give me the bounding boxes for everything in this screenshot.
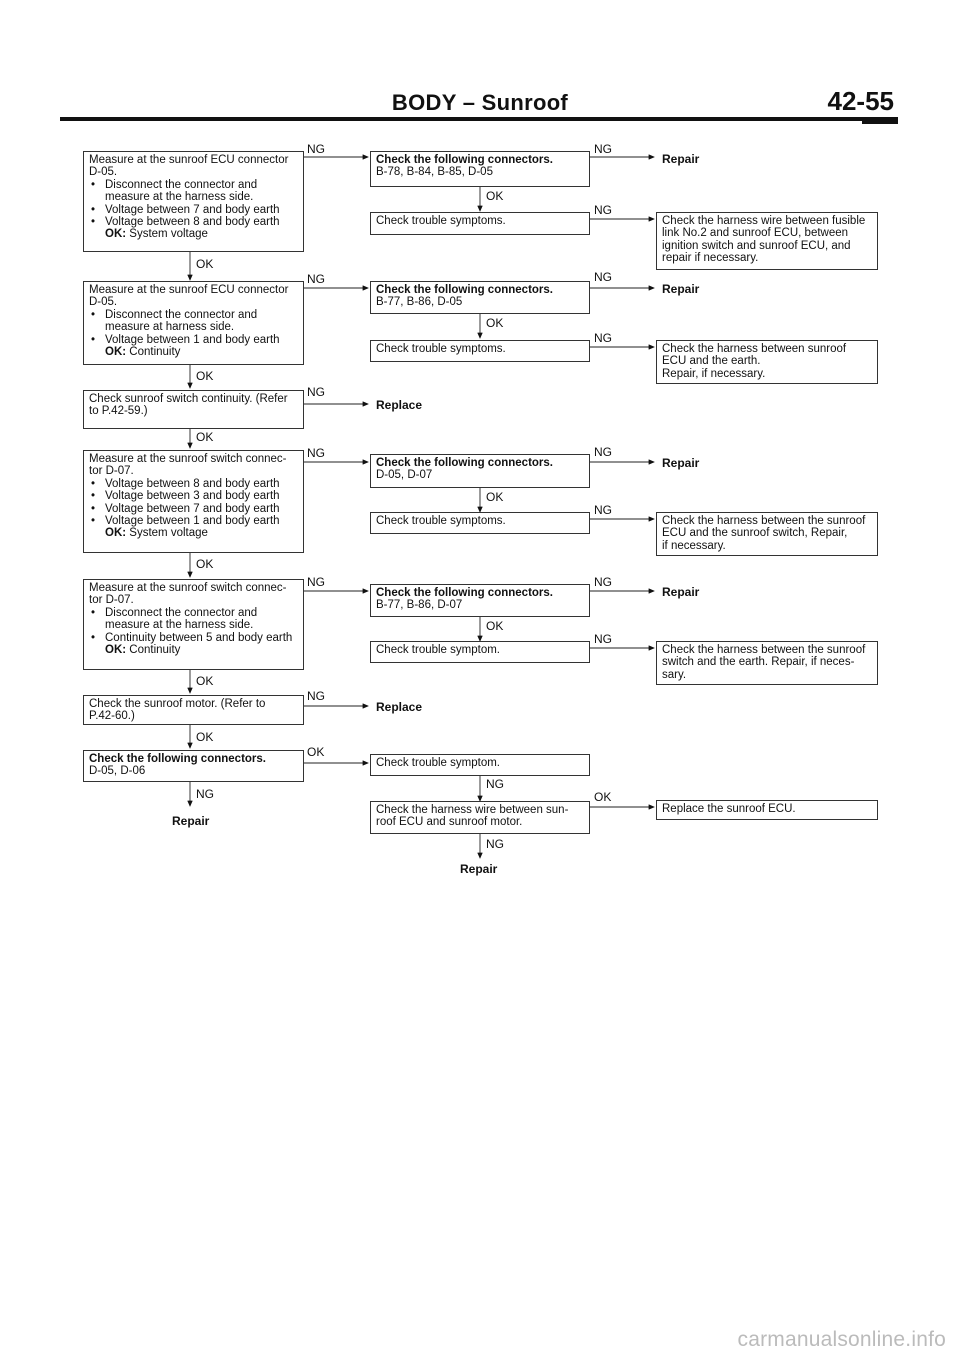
step-text: Check trouble symptoms. <box>376 515 506 527</box>
bullet-item: • Voltage between 8 and body earth <box>89 216 299 228</box>
ng-label: NG <box>594 575 612 589</box>
step-text: Check trouble symptoms. <box>376 343 506 355</box>
page-title: BODY – Sunroof <box>391 90 569 115</box>
bullet-item: • Disconnect the connector and measure at harness side. <box>89 309 299 334</box>
ok-label: OK <box>486 189 504 203</box>
step-text: roof ECU and sunroof motor. <box>376 816 523 829</box>
ok-value: Continuity <box>129 644 181 657</box>
step-check-sunroof-motor <box>83 695 304 725</box>
ok-label: OK <box>196 730 214 744</box>
step-text: ECU and the earth. <box>662 355 761 368</box>
bullet-item: • Voltage between 8 and body earth <box>89 478 299 490</box>
ok-label: OK <box>196 430 214 444</box>
step-text: Check the harness wire between sun- <box>376 804 569 816</box>
step-text: B-77, B-86, D-07 <box>376 599 463 612</box>
step-measure-ecu-voltage <box>83 151 304 252</box>
page-number: 42-55 <box>827 86 894 116</box>
ng-label: NG <box>307 385 325 399</box>
step-check-trouble-4 <box>370 512 590 534</box>
ok-label: OK <box>196 369 214 383</box>
ng-label: NG <box>486 777 504 791</box>
step-measure-switch-continuity <box>83 579 304 670</box>
ok-label: OK <box>486 619 504 633</box>
ok-label: OK <box>594 790 612 804</box>
step-check-connectors-2 <box>370 281 590 314</box>
step-text: sary. <box>662 668 687 681</box>
bullet-item: • Disconnect the connector and measure at the harness side. <box>89 607 299 632</box>
ng-label: NG <box>307 142 325 156</box>
bullet-item: • Voltage between 3 and body earth <box>89 490 299 502</box>
ng-label: NG <box>594 632 612 646</box>
step-text: Check trouble symptom. <box>376 644 500 656</box>
result-repair: Repair <box>662 282 700 296</box>
ok-value: System voltage <box>129 228 208 241</box>
step-check-connectors-4 <box>370 454 590 488</box>
ng-label: NG <box>307 689 325 703</box>
step-check-trouble-5 <box>370 641 590 663</box>
step-title: Check the following connectors. <box>376 154 553 166</box>
bullet-item: • Continuity between 5 and body earth <box>89 632 299 644</box>
watermark: carmanualsonline.info <box>737 1328 946 1351</box>
step-text: link No.2 and sunroof ECU, between <box>662 227 849 240</box>
ng-label: NG <box>486 837 504 851</box>
ng-label: NG <box>307 272 325 286</box>
step-title: Check the following connectors. <box>376 587 553 599</box>
step-check-harness-ecu-earth <box>656 340 878 384</box>
ng-label: NG <box>594 331 612 345</box>
ok-value: System voltage <box>129 527 208 540</box>
ok-label: OK <box>196 674 214 688</box>
step-title: Check the following connectors. <box>89 753 266 765</box>
step-text: Measure at the sunroof switch connec- <box>89 453 287 465</box>
step-text: Check the harness between the sunroof <box>662 515 866 527</box>
step-check-harness-switch-earth <box>656 641 878 685</box>
ok-value: Continuity <box>129 346 181 359</box>
ok-label: OK: <box>105 644 127 657</box>
ok-label: OK <box>307 745 325 759</box>
step-text: Check sunroof switch continuity. (Refer <box>89 393 288 405</box>
step-text: P.42-60.) <box>89 710 135 723</box>
step-check-trouble-1 <box>370 212 590 235</box>
step-title: Check the following connectors. <box>376 284 553 296</box>
step-text: B-77, B-86, D-05 <box>376 296 463 309</box>
step-text: Check trouble symptoms. <box>376 215 506 227</box>
step-text: Measure at the sunroof switch connec- <box>89 582 287 594</box>
bullet-item: • Voltage between 1 and body earth <box>89 334 299 346</box>
step-text: B-78, B-84, B-85, D-05 <box>376 166 493 179</box>
ok-label: OK: <box>105 527 127 540</box>
result-repair: Repair <box>172 814 210 828</box>
ng-label: NG <box>307 575 325 589</box>
step-check-connectors-1 <box>370 151 590 187</box>
step-text: ECU and the sunroof switch, Repair, <box>662 527 848 540</box>
step-text: tor D-07. <box>89 594 134 607</box>
step-text: Measure at the sunroof ECU connector <box>89 154 289 166</box>
ok-label: OK: <box>105 228 127 241</box>
ng-label: NG <box>594 270 612 284</box>
step-text: to P.42-59.) <box>89 405 148 418</box>
step-text: Check the harness between sunroof <box>662 343 847 355</box>
step-text: Check trouble symptom. <box>376 757 500 769</box>
step-text: D-05, D-07 <box>376 469 433 482</box>
ng-label: NG <box>196 787 214 801</box>
step-text: Measure at the sunroof ECU connector <box>89 284 289 296</box>
step-measure-ecu-continuity <box>83 281 304 365</box>
step-text: D-05, D-06 <box>89 765 146 778</box>
ng-label: NG <box>594 142 612 156</box>
result-replace: Replace <box>376 700 423 714</box>
step-check-harness-ecu-motor <box>370 801 590 834</box>
step-check-harness-fusible-link <box>656 212 878 270</box>
step-text: D-05. <box>89 166 118 179</box>
step-measure-switch-voltage <box>83 450 304 553</box>
step-check-trouble-7 <box>370 754 590 776</box>
step-text: Check the harness wire between fusible <box>662 215 866 227</box>
step-text: ignition switch and sunroof ECU, and <box>662 239 851 252</box>
ok-label: OK <box>196 257 214 271</box>
ng-label: NG <box>594 203 612 217</box>
step-check-switch-continuity <box>83 390 304 429</box>
result-repair: Repair <box>662 456 700 470</box>
step-check-connectors-5 <box>370 584 590 617</box>
ng-label: NG <box>594 503 612 517</box>
step-check-connectors-d05-d06 <box>83 750 304 782</box>
step-text: repair if necessary. <box>662 252 759 265</box>
ng-label: NG <box>594 445 612 459</box>
step-text: Check the harness between the sunroof <box>662 644 866 656</box>
ng-label: NG <box>307 446 325 460</box>
result-repair: Repair <box>662 152 700 166</box>
result-replace: Replace <box>376 398 423 412</box>
step-text: Replace the sunroof ECU. <box>662 803 796 815</box>
step-text: if necessary. <box>662 539 726 552</box>
result-repair: Repair <box>460 862 498 876</box>
step-title: Check the following connectors. <box>376 457 553 469</box>
bullet-item: • Voltage between 1 and body earth <box>89 515 299 527</box>
step-replace-sunroof-ecu <box>656 800 878 820</box>
ok-label: OK <box>486 316 504 330</box>
step-text: switch and the earth. Repair, if neces- <box>662 656 855 669</box>
step-text: tor D-07. <box>89 465 134 478</box>
step-text: Check the sunroof motor. (Refer to <box>89 698 266 710</box>
bullet-item: • Voltage between 7 and body earth <box>89 503 299 515</box>
ok-label: OK: <box>105 346 127 359</box>
step-text: D-05. <box>89 296 118 309</box>
step-text: Repair, if necessary. <box>662 367 766 380</box>
bullet-item: • Disconnect the connector and measure at the harness side. <box>89 179 299 204</box>
step-check-harness-ecu-switch <box>656 512 878 556</box>
ok-label: OK <box>486 490 504 504</box>
ok-label: OK <box>196 557 214 571</box>
result-repair: Repair <box>662 585 700 599</box>
bullet-item: • Voltage between 7 and body earth <box>89 204 299 216</box>
step-check-trouble-2 <box>370 340 590 362</box>
